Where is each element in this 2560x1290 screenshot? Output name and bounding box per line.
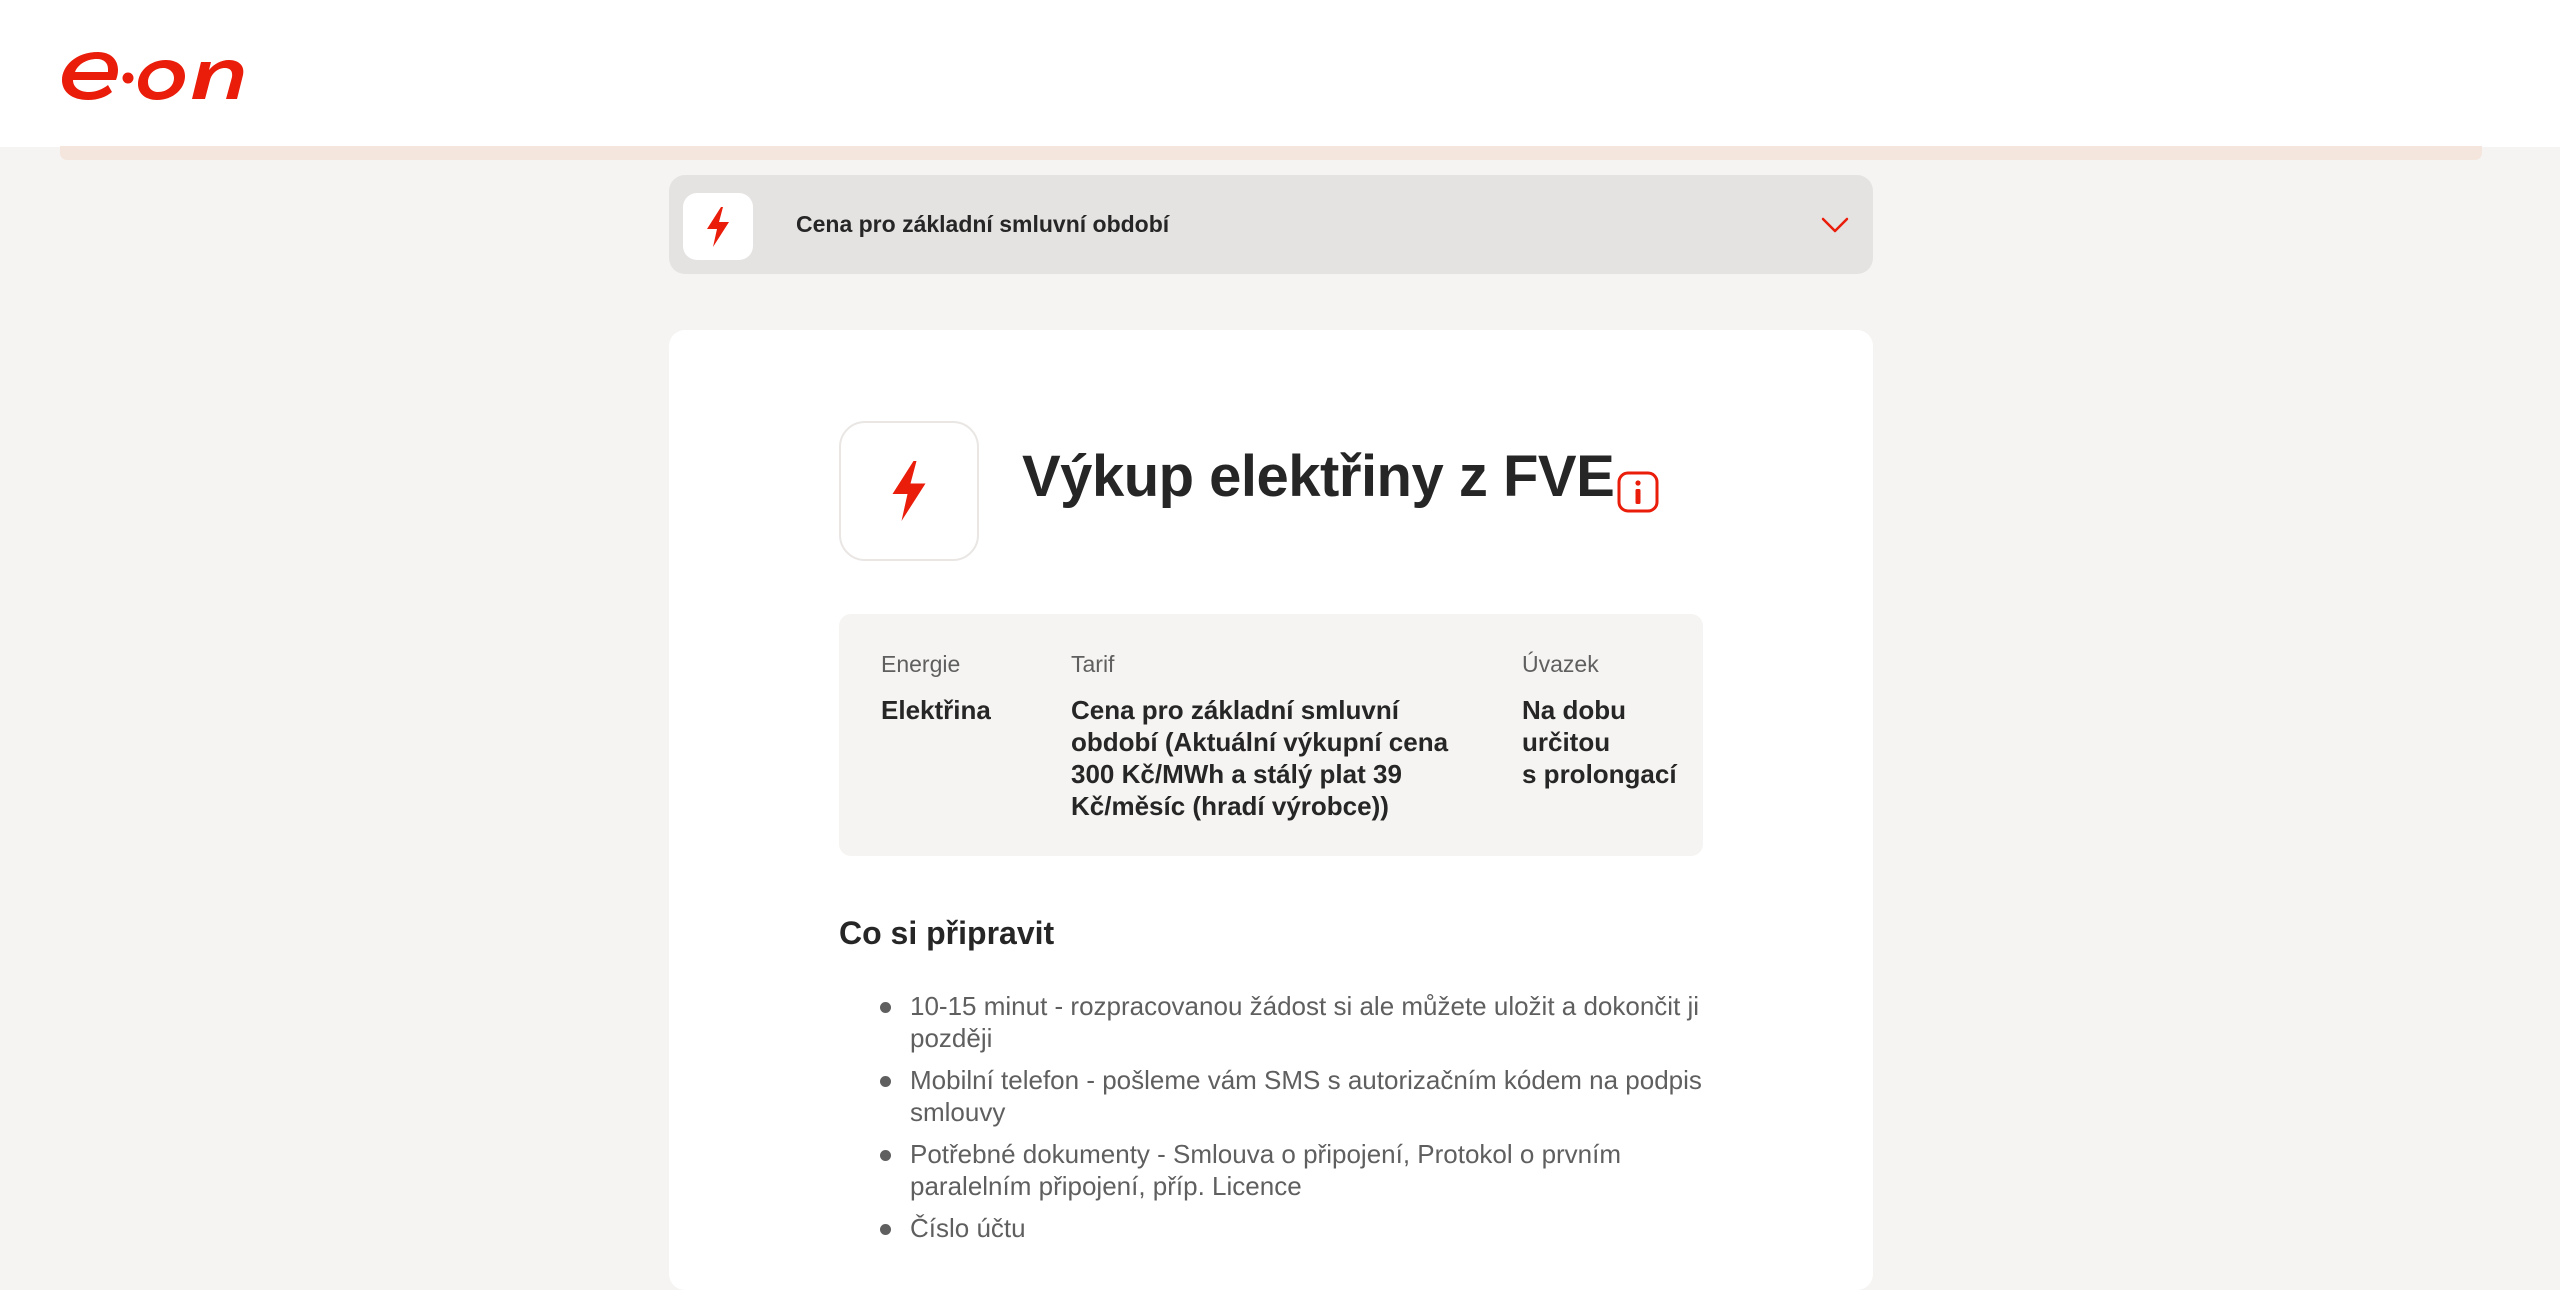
list-item <box>839 1212 1719 1244</box>
summary-label: Tarif <box>1071 651 1115 677</box>
price-period-accordion[interactable] <box>669 175 1873 274</box>
bullet-icon <box>880 1076 891 1087</box>
list-item <box>839 990 1719 1054</box>
prepare-heading: Co si připravit <box>839 915 1055 951</box>
progress-bar <box>60 146 2482 160</box>
list-item-text: Potřebné dokumenty - Smlouva o připojení, Protokol o prvním paralelním připojení, příp. Licence <box>910 1139 1622 1201</box>
bullet-icon <box>880 1224 891 1235</box>
page-title: Výkup elektřiny z FVE <box>1022 444 1615 509</box>
lightning-icon <box>839 421 979 561</box>
lightning-icon <box>683 193 753 260</box>
info-icon[interactable] <box>1616 470 1660 514</box>
summary-value-line: určitou <box>1522 727 1611 757</box>
chevron-down-icon[interactable] <box>1819 213 1851 237</box>
list-item-text: 10-15 minut - rozpracovanou žádost si ale můžete uložit a dokončit ji později <box>910 991 1700 1053</box>
bullet-icon <box>880 1002 891 1013</box>
product-card <box>669 330 1873 1290</box>
eon-logo[interactable] <box>58 42 252 104</box>
summary-value-line: Na dobu <box>1522 695 1626 725</box>
summary-value: Cena pro základní smluvní období (Aktuální výkupní cena 300 Kč/MWh a stálý plat 39 Kč/měsíc (hradí výrobce)) <box>1071 695 1449 821</box>
summary-energie <box>881 648 1051 726</box>
prepare-list <box>839 990 1719 1254</box>
list-item <box>839 1064 1719 1128</box>
summary-value-line: s prolongací <box>1522 759 1677 789</box>
accordion-title: Cena pro základní smluvní období <box>796 211 1170 237</box>
summary-label: Energie <box>881 651 961 677</box>
site-header <box>0 0 2560 147</box>
bullet-icon <box>880 1150 891 1161</box>
summary-label: Úvazek <box>1522 651 1599 677</box>
product-summary <box>839 614 1703 856</box>
summary-tarif <box>1071 648 1491 822</box>
list-item-text: Číslo účtu <box>910 1213 1026 1243</box>
summary-uvazek <box>1522 648 1692 790</box>
list-item-text: Mobilní telefon - pošleme vám SMS s autorizačním kódem na podpis smlouvy <box>910 1065 1702 1127</box>
list-item <box>839 1138 1719 1202</box>
summary-value: Elektřina <box>881 695 991 725</box>
